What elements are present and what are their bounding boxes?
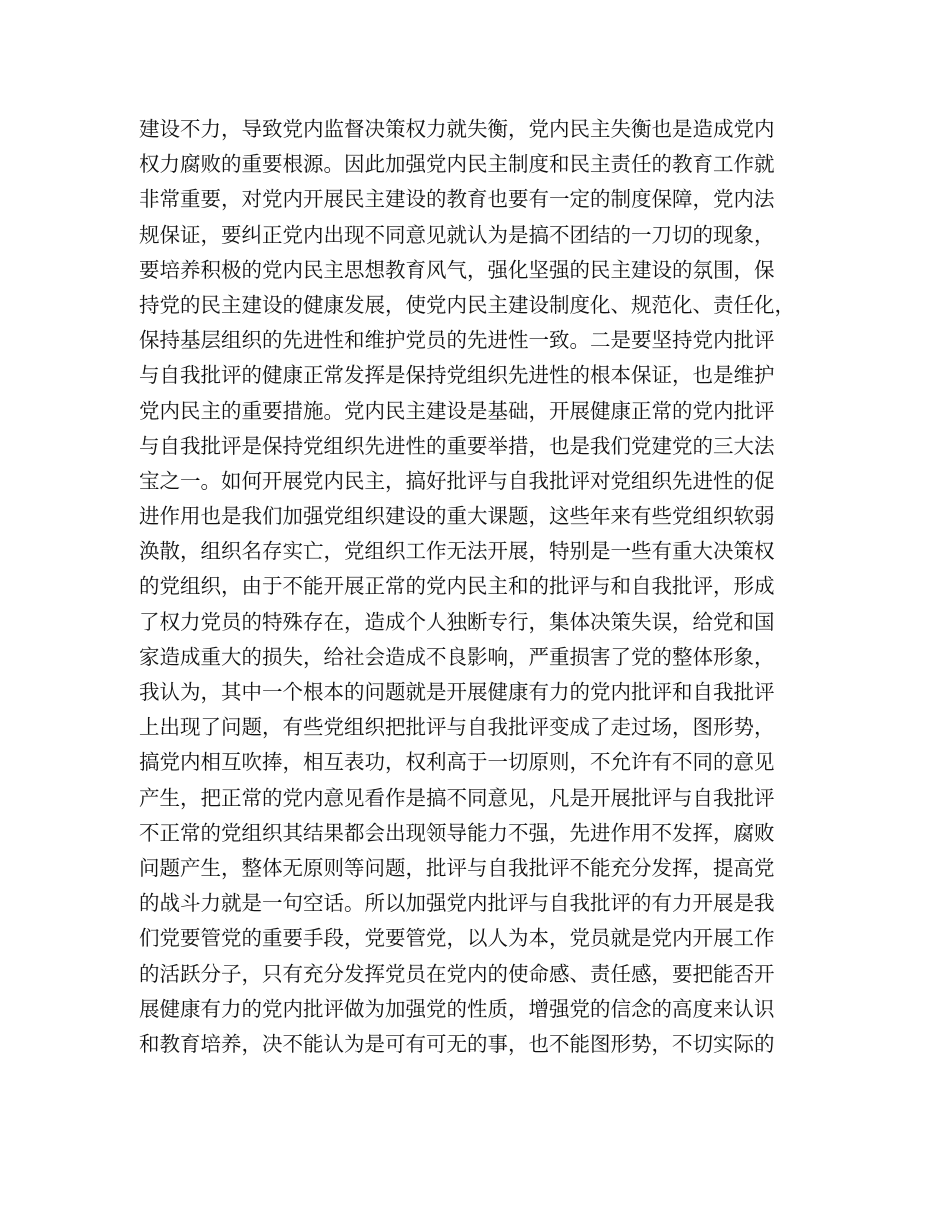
- text-line: 了权力党员的特殊存在，造成个人独断专行，集体决策失误，给党和国: [139, 609, 775, 634]
- text-line: 规保证，要纠正党内出现不同意见就认为是搞不团结的一刀切的现象，: [139, 222, 775, 247]
- text-line: 产生，把正常的党内意见看作是搞不同意见，凡是开展批评与自我批评: [139, 785, 775, 810]
- text-line: 涣散，组织名存实亡，党组织工作无法开展，特别是一些有重大决策权: [139, 539, 775, 564]
- text-line: 党内民主的重要措施。党内民主建设是基础，开展健康正常的党内批评: [139, 398, 775, 423]
- text-line: 我认为，其中一个根本的问题就是开展健康有力的党内批评和自我批评: [139, 680, 775, 704]
- text-line: 权力腐败的重要根源。因此加强党内民主制度和民主责任的教育工作就: [139, 152, 775, 177]
- text-line: 持党的民主建设的健康发展，使党内民主建设制度化、规范化、责任化，: [139, 292, 795, 317]
- text-line: 们党要管党的重要手段，党要管党，以人为本，党员就是党内开展工作: [139, 926, 775, 951]
- text-line: 家造成重大的损失，给社会造成不良影响，严重损害了党的整体形象，: [139, 644, 775, 669]
- text-line: 与自我批评的健康正常发挥是保持党组织先进性的根本保证，也是维护: [139, 363, 775, 388]
- text-line: 宝之一。如何开展党内民主，搞好批评与自我批评对党组织先进性的促: [139, 468, 775, 493]
- text-line: 的活跃分子，只有充分发挥党员在党内的使命感、责任感，要把能否开: [139, 961, 775, 986]
- text-line: 要培养积极的党内民主思想教育风气，强化坚强的民主建设的氛围，保: [139, 257, 775, 282]
- text-line: 不正常的党组织其结果都会出现领导能力不强，先进作用不发挥，腐败: [139, 820, 775, 845]
- text-line: 和教育培养，决不能认为是可有可无的事，也不能图形势，不切实际的: [139, 1031, 775, 1056]
- text-line: 建设不力，导致党内监督决策权力就失衡，党内民主失衡也是造成党内: [139, 117, 775, 141]
- body-text: [139, 112, 839, 1062]
- text-line: 非常重要，对党内开展民主建设的教育也要有一定的制度保障，党内法: [139, 187, 775, 212]
- text-line: 搞党内相互吹捧，相互表功，权利高于一切原则，不允许有不同的意见: [139, 750, 775, 775]
- text-line: 保持基层组织的先进性和维护党员的先进性一致。二是要坚持党内批评: [139, 328, 775, 353]
- text-line: 进作用也是我们加强党组织建设的重大课题，这些年来有些党组织软弱: [139, 504, 775, 529]
- text-line: 的党组织，由于不能开展正常的党内民主和的批评与和自我批评，形成: [139, 574, 775, 599]
- text-line: 展健康有力的党内批评做为加强党的性质，增强党的信念的高度来认识: [139, 996, 775, 1021]
- text-line: 与自我批评是保持党组织先进性的重要举措，也是我们党建党的三大法: [139, 433, 775, 458]
- text-line: 的战斗力就是一句空话。所以加强党内批评与自我批评的有力开展是我: [139, 891, 775, 916]
- text-line: 上出现了问题，有些党组织把批评与自我批评变成了走过场，图形势，: [139, 715, 775, 740]
- text-line: 问题产生，整体无原则等问题，批评与自我批评不能充分发挥，提高党: [139, 855, 775, 880]
